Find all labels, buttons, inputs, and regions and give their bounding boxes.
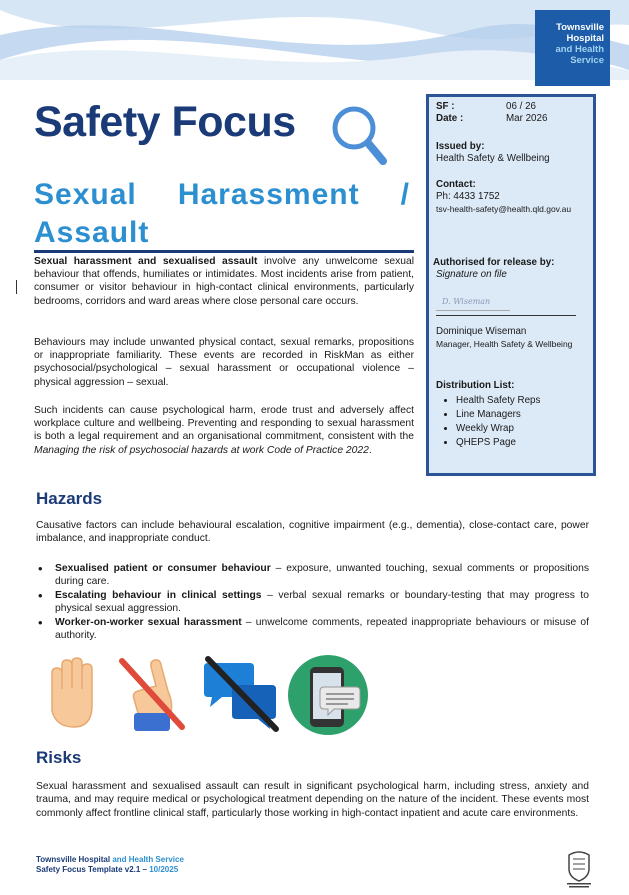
hazards-intro: Causative factors can include behavioural escalation, cognitive impairment (e.g., dementia), close-contact care, power imbalance, and inappropriate conduct. (36, 520, 589, 545)
hazard-item (55, 589, 589, 616)
intro-paragraph-2: Behaviours may include unwanted physical contact, sexual remarks, propositions or inappropriate familiarity. These events are recorded in RiskMan as either psychosocial/psychological – sexual harassment or occupational violence – physical aggression – sexual. (34, 337, 414, 388)
distribution-item: • Weekly Wrap (456, 423, 586, 435)
footer-org-accent: and Health Service (110, 855, 184, 864)
hazards-list (55, 562, 589, 642)
intro-text: Such incidents can cause psychological harm, erode trust and adversely affect workplace culture and wellbeing. Preventing and responding to sexual harassment is both a legal requirement and an organisational commitment, consistent with the (34, 405, 414, 443)
stop-hand-icon (42, 655, 104, 733)
document-subtitle (34, 176, 410, 252)
contact-label: Contact: (436, 179, 476, 190)
hazard-item (55, 616, 589, 643)
logo-line: Service (570, 55, 604, 66)
subtitle-word: / (400, 178, 410, 211)
distribution-item: • Health Safety Reps (456, 395, 586, 407)
distribution-item: • Line Managers (456, 409, 586, 421)
hazard-term: Worker-on-worker sexual harassment (55, 616, 242, 628)
authorised-value: Signature on file (436, 269, 507, 280)
distribution-list (456, 395, 586, 449)
hazard-term: Sexualised patient or consumer behaviour (55, 563, 271, 574)
signatory-role: Manager, Health Safety & Wellbeing (436, 339, 573, 349)
risks-heading: Risks (36, 748, 82, 767)
text-cursor (16, 280, 17, 294)
distribution-label: Distribution List: (436, 380, 515, 391)
signatory-name: Dominique Wiseman (436, 326, 527, 337)
hazard-text: – exposure, unwanted touching, sexual comments or propositions during care. (55, 563, 589, 588)
intro-paragraph-3 (34, 404, 414, 457)
no-touching-icon (116, 655, 188, 733)
logo-line: Townsville (556, 22, 604, 33)
sf-label: SF : (436, 101, 455, 112)
signature-image: D. Wiseman (436, 291, 510, 311)
authorised-label: Authorised for release by: (433, 257, 555, 268)
hazard-text: – verbal sexual remarks or boundary-testing that may progress to physical sexual aggression. (55, 589, 590, 615)
page-title: Safety Focus (34, 98, 296, 146)
intro-paragraph-1 (34, 255, 414, 308)
intro-text: . (368, 444, 372, 456)
distribution-item: • QHEPS Page (456, 437, 586, 449)
logo-line: Hospital (566, 33, 604, 44)
footer-template: Safety Focus Template v2.1 – (36, 865, 150, 874)
contact-phone: Ph: 4433 1752 (436, 191, 500, 202)
contact-email[interactable]: tsv-health-safety@health.qld.gov.au (436, 204, 572, 214)
code-of-practice-title: Managing the risk of psychosocial hazards at work Code of Practice 2022 (34, 444, 369, 456)
sf-value: 06 / 26 (506, 101, 536, 112)
signature-line (436, 315, 576, 316)
logo-line: and Health (555, 44, 604, 55)
magnifier-icon (330, 104, 388, 168)
subtitle-divider (34, 250, 414, 253)
document-info-panel (426, 94, 596, 476)
issued-by-label: Issued by: (436, 141, 485, 152)
subtitle-word: Assault (34, 216, 150, 249)
subtitle-word: Harassment (177, 178, 360, 211)
footer-org: Townsville Hospital (36, 855, 111, 864)
organisation-logo (535, 10, 610, 86)
date-label: Date : (436, 113, 464, 124)
hazards-heading: Hazards (36, 489, 103, 508)
date-value: Mar 2026 (506, 113, 548, 124)
footer (36, 855, 184, 875)
footer-template-date: 10/2025 (149, 865, 179, 874)
queensland-crest-icon (561, 849, 597, 889)
intro-bold-term: Sexual harassment and sexualised assault (34, 256, 258, 267)
hazard-text: – unwelcome comments, repeated inappropriate behaviours or misuse of authority. (55, 616, 589, 642)
risks-text: Sexual harassment and sexualised assault can result in significant psychological harm, including stress, anxiety and trauma, and may require medical or psychological treatment depending on the nature of the incident. These events most commonly affect frontline clinical staff, particularly those working in high-contact inpatient and acute care environments. (36, 781, 589, 819)
issued-by-value: Health Safety & Wellbeing (436, 153, 550, 164)
intro-text: involve any unwelcome sexual behaviour that offends, humiliates or intimidates. Most incidents arise from patient, consumer or visitor behaviour in high-contact clinical environments, particularly bedrooms, corridors and ward areas where close personal care occurs. (34, 256, 414, 307)
subtitle-word: Sexual (34, 178, 137, 211)
no-messaging-icon (202, 655, 280, 733)
hazard-item (55, 562, 589, 589)
hazard-term: Escalating behaviour in clinical settings (55, 589, 262, 601)
phone-message-icon (286, 655, 370, 735)
